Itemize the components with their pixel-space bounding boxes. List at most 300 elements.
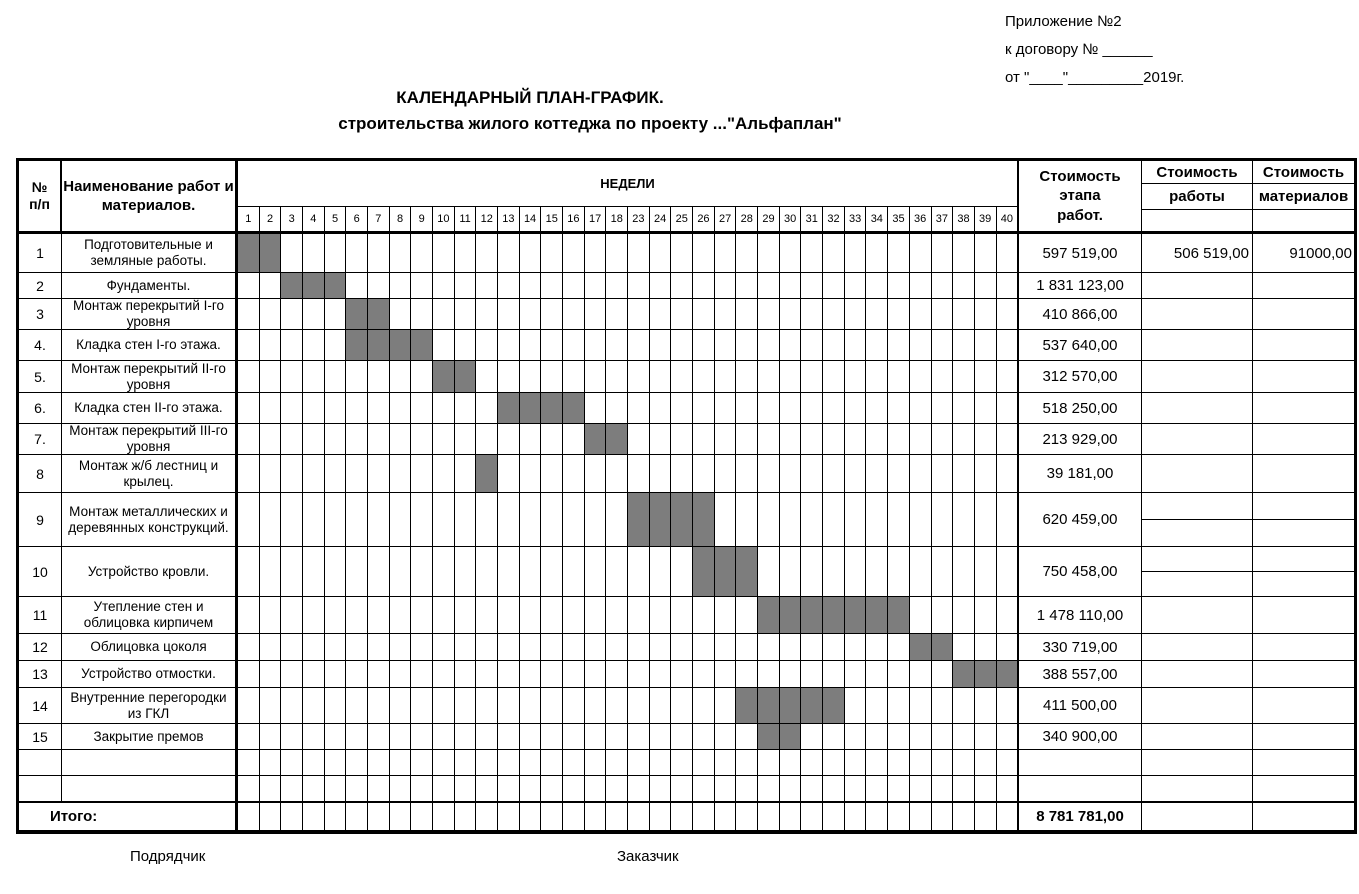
gantt-cell [736,234,758,272]
stage-cost-value: 340 900,00 [1019,724,1142,749]
gantt-cell [325,493,347,546]
gantt-cell [476,273,498,298]
gantt-cell [997,299,1018,329]
gantt-cell [346,424,368,454]
gantt-cell [801,455,823,492]
gantt-cell [997,724,1018,749]
gantt-cell [715,273,737,298]
gantt-cell [541,547,563,596]
gantt-cell [303,424,325,454]
gantt-cell [390,750,412,775]
gantt-cell [325,776,347,801]
header-material-cost: Стоимость материалов [1253,161,1354,231]
gantt-cell [736,273,758,298]
gantt-bar-cell [736,547,758,596]
gantt-cell [455,724,477,749]
gantt-cell [932,688,954,723]
gantt-cell [476,547,498,596]
row-number: 6. [19,393,62,423]
gantt-cell [455,750,477,775]
header-work-cost: Стоимость работы [1142,161,1253,231]
gantt-cell [606,803,628,830]
gantt-cell [888,493,910,546]
material-cost-value [1253,776,1354,801]
gantt-cell [498,803,520,830]
gantt-cell [780,776,802,801]
week-number-cell: 9 [411,207,433,231]
task-row [19,393,1354,424]
table-header [19,161,1354,234]
gantt-cell [325,547,347,596]
gantt-cell [325,424,347,454]
gantt-cell [238,661,260,687]
row-number: 12 [19,634,62,660]
gantt-cell [303,493,325,546]
material-cost-value [1253,424,1354,454]
work-cost-value [1142,299,1253,329]
date-line: от "____"_________2019г. [1005,69,1185,86]
gantt-cell [975,455,997,492]
material-cost-value [1253,361,1354,392]
gantt-cell [541,299,563,329]
gantt-cell [823,661,845,687]
task-row [19,455,1354,493]
gantt-cell [780,424,802,454]
gantt-cell [563,597,585,633]
task-name [62,299,238,329]
week-number-cell: 11 [455,207,477,231]
gantt-cell [736,424,758,454]
gantt-cell [866,547,888,596]
gantt-cell [606,273,628,298]
gantt-cell [520,688,542,723]
gantt-cell [390,547,412,596]
week-number-cell: 30 [780,207,802,231]
gantt-cell [281,455,303,492]
task-name [62,455,238,492]
gantt-cell [866,688,888,723]
week-number-cell: 1 [238,207,260,231]
gantt-cell [693,634,715,660]
gantt-cell [780,803,802,830]
gantt-cell [866,455,888,492]
gantt-cell [498,724,520,749]
gantt-cell [541,634,563,660]
gantt-cell [932,424,954,454]
gantt-cell [411,393,433,423]
gantt-cell [997,776,1018,801]
task-name-line: Облицовка цоколя [90,639,207,655]
gantt-cell [715,597,737,633]
task-row [19,688,1354,724]
gantt-cell [910,803,932,830]
gantt-cell [910,330,932,360]
gantt-cell [693,597,715,633]
gantt-bar-cell [346,330,368,360]
work-cost-value [1142,750,1253,775]
work-cost-value [1142,455,1253,492]
row-number: 2 [19,273,62,298]
gantt-cell [671,688,693,723]
gantt-cell [585,803,607,830]
gantt-cell [476,688,498,723]
gantt-cell [238,424,260,454]
gantt-cell [780,634,802,660]
week-number-cell: 26 [693,207,715,231]
gantt-cell [606,234,628,272]
task-name-line: Утепление стен и [93,599,204,615]
gantt-cell [715,634,737,660]
gantt-cell [736,661,758,687]
gantt-cell [888,424,910,454]
gantt-cell [325,634,347,660]
gantt-cell [303,455,325,492]
gantt-cell [281,634,303,660]
gantt-cell [368,803,390,830]
gantt-cell [693,724,715,749]
gantt-cell [368,424,390,454]
gantt-cell [563,750,585,775]
gantt-cell [715,299,737,329]
task-name-line: уровня [126,314,171,329]
material-cost-value [1253,299,1354,329]
gantt-cell [693,688,715,723]
gantt-cell [997,750,1018,775]
task-name-line: уровня [126,376,171,392]
task-name [62,424,238,454]
gantt-cell [303,750,325,775]
gantt-cell [563,493,585,546]
gantt-cell [238,273,260,298]
gantt-cell [845,803,867,830]
week-number-cell: 27 [715,207,737,231]
gantt-cell [845,493,867,546]
gantt-cell [455,393,477,423]
task-name-line: из ГКЛ [127,705,170,721]
gantt-cell [975,597,997,633]
gantt-cell [476,424,498,454]
gantt-strip [238,455,1019,492]
gantt-cell [932,393,954,423]
week-number-cell: 40 [1000,213,1013,225]
task-name-line: Фундаменты. [106,277,191,293]
gantt-cell [238,634,260,660]
gantt-cell [455,776,477,801]
gantt-cell [780,750,802,775]
gantt-cell [650,330,672,360]
gantt-cell [260,724,282,749]
gantt-bar-cell [997,661,1018,687]
gantt-cell [390,803,412,830]
week-number-cell: 3 [281,207,303,231]
gantt-cell [932,299,954,329]
gantt-cell [628,750,650,775]
gantt-cell [325,361,347,392]
gantt-strip [238,361,1019,392]
gantt-cell [498,597,520,633]
gantt-bar-cell [715,547,737,596]
gantt-cell [997,547,1018,596]
gantt-cell [390,688,412,723]
gantt-bar-cell [758,688,780,723]
gantt-bar-cell [780,724,802,749]
gantt-cell [715,424,737,454]
gantt-cell [650,393,672,423]
gantt-cell [303,597,325,633]
stage-cost-value: 597 519,00 [1019,234,1142,272]
gantt-cell [238,803,260,830]
stage-cost-value: 1 478 110,00 [1019,597,1142,633]
gantt-cell [801,493,823,546]
gantt-cell [325,393,347,423]
gantt-cell [303,234,325,272]
stage-cost-value: 213 929,00 [1019,424,1142,454]
gantt-cell [801,330,823,360]
gantt-cell [238,750,260,775]
gantt-cell [281,330,303,360]
gantt-cell [390,273,412,298]
gantt-bar-cell [693,493,715,546]
gantt-cell [520,361,542,392]
gantt-cell [541,688,563,723]
gantt-cell [671,597,693,633]
gantt-bar-cell [346,299,368,329]
gantt-cell [563,688,585,723]
gantt-cell [758,393,780,423]
stage-cost-value: 388 557,00 [1019,661,1142,687]
stage-cost-value [1019,776,1142,801]
week-number-cell: 38 [953,207,975,231]
gantt-cell [953,688,975,723]
gantt-cell [910,750,932,775]
gantt-cell [910,424,932,454]
gantt-cell [585,493,607,546]
gantt-cell [238,455,260,492]
gantt-cell [953,424,975,454]
task-name-line: деревянных конструкций. [68,519,229,535]
gantt-cell [823,330,845,360]
gantt-bar-cell [606,424,628,454]
gantt-cell [910,361,932,392]
gantt-cell [953,273,975,298]
gantt-cell [780,547,802,596]
gantt-cell [866,273,888,298]
gantt-cell [346,455,368,492]
week-number-cell: 25 [671,207,693,231]
header-num: № п/п [19,161,62,231]
gantt-bar-cell [563,393,585,423]
gantt-cell [758,750,780,775]
gantt-cell [758,455,780,492]
gantt-cell [823,455,845,492]
gantt-cell [520,234,542,272]
stage-cost-value: 410 866,00 [1019,299,1142,329]
gantt-cell [606,493,628,546]
gantt-cell [585,299,607,329]
gantt-cell [758,776,780,801]
gantt-cell [433,634,455,660]
gantt-cell [498,330,520,360]
gantt-bar-cell [866,597,888,633]
gantt-cell [758,493,780,546]
gantt-cell [303,393,325,423]
gantt-cell [650,273,672,298]
gantt-bar-cell [390,330,412,360]
gantt-cell [563,661,585,687]
gantt-cell [476,724,498,749]
gantt-cell [346,776,368,801]
gantt-cell [888,661,910,687]
work-cost-value [1142,361,1253,392]
gantt-cell [433,547,455,596]
gantt-cell [411,634,433,660]
gantt-cell [520,776,542,801]
gantt-cell [628,724,650,749]
gantt-cell [411,803,433,830]
gantt-cell [260,776,282,801]
gantt-strip [238,330,1019,360]
gantt-bar-cell [780,688,802,723]
gantt-cell [325,688,347,723]
gantt-cell [823,493,845,546]
gantt-strip [238,661,1019,687]
gantt-cell [671,661,693,687]
gantt-cell [910,234,932,272]
gantt-cell [433,661,455,687]
gantt-cell [346,634,368,660]
gantt-cell [498,547,520,596]
gantt-cell [910,493,932,546]
gantt-cell [606,634,628,660]
gantt-cell [823,234,845,272]
task-name-line: Монтаж металлических и [69,503,228,519]
gantt-cell [563,299,585,329]
gantt-cell [433,688,455,723]
gantt-cell [585,597,607,633]
task-name-line: Внутренние перегородки [70,689,227,705]
gantt-cell [368,393,390,423]
gantt-cell [606,776,628,801]
gantt-cell [325,330,347,360]
task-name-line: Монтаж перекрытий III-го [69,423,228,439]
gantt-cell [238,688,260,723]
gantt-cell [650,424,672,454]
gantt-cell [585,330,607,360]
gantt-cell [585,393,607,423]
row-number: 5. [19,361,62,392]
gantt-cell [541,273,563,298]
gantt-cell [520,803,542,830]
gantt-cell [238,776,260,801]
gantt-cell [606,547,628,596]
week-number-cell: 16 [563,207,585,231]
week-number-cell: 37 [932,207,954,231]
gantt-cell [238,724,260,749]
gantt-cell [910,299,932,329]
gantt-cell [585,776,607,801]
gantt-cell [845,299,867,329]
task-name-line: Кладка стен II-го этажа. [74,400,223,416]
gantt-cell [823,776,845,801]
gantt-cell [758,273,780,298]
gantt-cell [563,361,585,392]
gantt-cell [260,424,282,454]
gantt-cell [888,330,910,360]
gantt-cell [932,776,954,801]
gantt-cell [433,455,455,492]
gantt-cell [563,776,585,801]
gantt-cell [498,688,520,723]
gantt-cell [390,393,412,423]
gantt-cell [368,724,390,749]
material-cost-value [1253,803,1354,830]
gantt-cell [455,547,477,596]
gantt-cell [260,547,282,596]
gantt-cell [498,493,520,546]
gantt-bar-cell [650,493,672,546]
gantt-cell [346,234,368,272]
gantt-cell [433,597,455,633]
week-number-cell: 35 [888,207,910,231]
gantt-cell [455,273,477,298]
gantt-cell [845,273,867,298]
gantt-cell [541,661,563,687]
gantt-cell [975,547,997,596]
gantt-cell [325,455,347,492]
gantt-cell [888,361,910,392]
gantt-cell [606,661,628,687]
gantt-cell [953,547,975,596]
gantt-cell [281,361,303,392]
gantt-cell [563,455,585,492]
gantt-cell [411,361,433,392]
gantt-cell [671,803,693,830]
gantt-cell [801,393,823,423]
gantt-cell [758,330,780,360]
gantt-cell [888,688,910,723]
gantt-cell [910,455,932,492]
task-name [62,393,238,423]
gantt-cell [866,803,888,830]
work-cost-value [1142,547,1253,596]
gantt-cell [997,493,1018,546]
task-row [19,661,1354,688]
gantt-cell [281,493,303,546]
week-number-cell: 13 [498,207,520,231]
gantt-cell [758,803,780,830]
gantt-cell [671,776,693,801]
work-cost-value [1142,776,1253,801]
material-cost-value [1253,547,1354,596]
gantt-cell [260,455,282,492]
gantt-cell [455,330,477,360]
gantt-cell [693,661,715,687]
header-stage-cost: Стоимость этапа работ. [1019,161,1142,231]
gantt-cell [541,330,563,360]
gantt-cell [888,234,910,272]
gantt-cell [758,547,780,596]
gantt-cell [845,750,867,775]
gantt-cell [433,776,455,801]
gantt-cell [780,493,802,546]
gantt-cell [260,688,282,723]
week-number-cell: 34 [866,207,888,231]
gantt-cell [411,597,433,633]
gantt-cell [281,750,303,775]
row-number [19,776,62,801]
gantt-cell [368,273,390,298]
gantt-cell [997,330,1018,360]
